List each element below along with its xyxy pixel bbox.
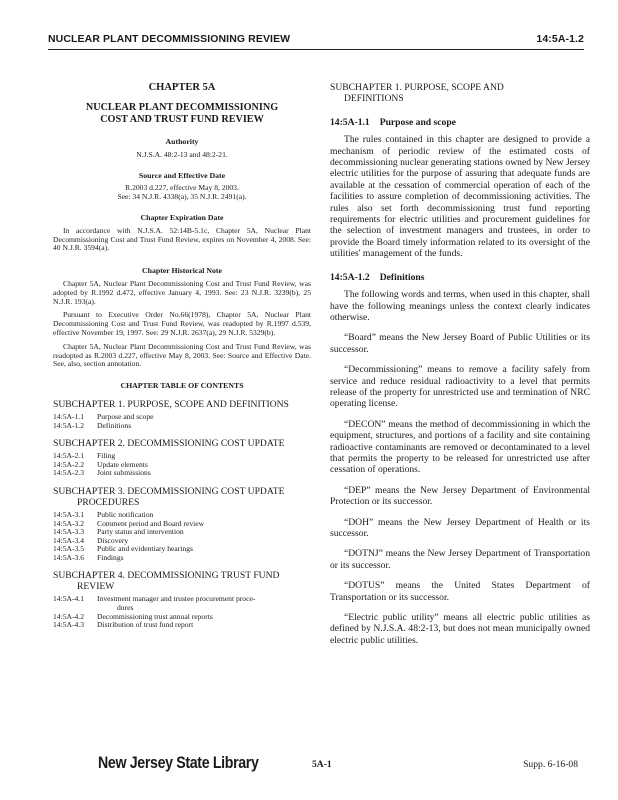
definition-paragraph: “DOTNJ” means the New Jersey Department of Transportation or its successor. bbox=[330, 548, 590, 571]
toc-entry[interactable] bbox=[53, 461, 311, 470]
supplement-date: Supp. 6-16-08 bbox=[523, 759, 578, 770]
toc-subchapter-title: SUBCHAPTER 4. DECOMMISSIONING TRUST FUND bbox=[53, 570, 280, 582]
subchapter-heading-line: SUBCHAPTER 1. PURPOSE, SCOPE AND bbox=[330, 82, 504, 93]
toc-entry[interactable] bbox=[53, 422, 311, 431]
toc-entry[interactable] bbox=[53, 452, 311, 461]
toc-entry-title bbox=[97, 621, 311, 630]
toc-entry-title-cont: dures bbox=[117, 603, 134, 613]
section-title: Purpose and scope bbox=[379, 116, 456, 128]
section-heading bbox=[330, 272, 590, 283]
toc-entry-title-text: Definitions bbox=[97, 420, 132, 430]
history-paragraph: Pursuant to Executive Order No.66(1978), Chapter 5A, Nuclear Plant Decommissioning Cost and Trust Fund Review, was readopted by R.1997 d.539, effective November 19, 1997. See: 29 N.J.R. 2637(a), 29 N.J.R. 5329(b). bbox=[53, 310, 311, 337]
toc-subchapter-title: SUBCHAPTER 2. DECOMMISSIONING COST UPDATE bbox=[53, 438, 285, 450]
authority-text: N.J.S.A. 48:2-13 and 48:2-21. bbox=[136, 149, 228, 159]
toc-entry-title-text: Distribution of trust fund report bbox=[97, 620, 194, 630]
toc-entry-number: 14:5A-3.3 bbox=[53, 527, 85, 537]
toc-entry[interactable] bbox=[53, 595, 311, 612]
toc-entry-number: 14:5A-4.3 bbox=[53, 620, 85, 630]
toc-entry-title-text: Discovery bbox=[97, 535, 129, 545]
toc-entry[interactable] bbox=[53, 554, 311, 563]
definition-paragraph: “DEP” means the New Jersey Department of Environmental Protection or its successor. bbox=[330, 484, 590, 508]
toc-entry-number: 14:5A-1.1 bbox=[53, 411, 85, 421]
toc-subchapter bbox=[53, 570, 311, 592]
toc-entry-title bbox=[97, 554, 311, 563]
toc-entry-title-text: Filing bbox=[97, 451, 116, 461]
history-paragraph: Chapter 5A, Nuclear Plant Decommissioning Cost and Trust Fund Review, was readopted as R.2003 d.227, effective May 8, 2003. See: Source and Effective Date. See, also, section annotation. bbox=[53, 341, 311, 369]
subchapter-heading bbox=[330, 82, 590, 105]
left-column bbox=[53, 82, 311, 630]
subchapter-heading-line: DEFINITIONS bbox=[344, 93, 404, 105]
toc-entry-number: 14:5A-2.3 bbox=[53, 468, 85, 478]
section-number: 14:5A-1.1 bbox=[330, 116, 370, 128]
toc-entry-title-text: Investment manager and trustee procurement proce- bbox=[97, 594, 256, 604]
source-line: R.2003 d.227, effective May 8, 2003. bbox=[125, 183, 239, 193]
section-paragraph: The rules contained in this chapter are designed to provide a mechanism of periodic review of the estimated costs of decommissioning nuclear generating stations owned by New Jersey electric utilities for the purpose of assuring that adequate funds are available at the cessation of commercial operation of each of the facilities to assure completion of decommissioning activities. The rules also set forth decommissioning trust fund reporting requirements for electric utilities and procurement guidelines for the selection of investment managers and trustees, in order to provide the Board timely information related to its oversight of the utilities' management of the funds. bbox=[330, 134, 590, 260]
right-column bbox=[330, 82, 590, 655]
definition-paragraph: “DOH” means the New Jersey Department of Health or its successor. bbox=[330, 516, 590, 539]
toc-entry-number: 14:5A-3.2 bbox=[53, 518, 85, 528]
toc-entry-title-text: Purpose and scope bbox=[97, 411, 154, 421]
toc-entry-title bbox=[97, 422, 311, 431]
chapter-title-line: NUCLEAR PLANT DECOMMISSIONING bbox=[85, 102, 279, 113]
toc-entry-number: 14:5A-3.4 bbox=[53, 535, 85, 545]
toc-entry-number: 14:5A-3.1 bbox=[53, 509, 85, 519]
toc-entry[interactable] bbox=[53, 413, 311, 422]
toc-entry-title bbox=[97, 469, 311, 478]
toc-subchapter-title: SUBCHAPTER 3. DECOMMISSIONING COST UPDATE bbox=[53, 485, 285, 497]
toc-entry-title-text: Party status and intervention bbox=[97, 527, 184, 537]
toc-entry-title bbox=[97, 595, 311, 612]
source-heading: Source and Effective Date bbox=[138, 170, 226, 180]
toc-entry-title bbox=[97, 545, 311, 554]
section-title: Definitions bbox=[379, 271, 425, 283]
section-heading bbox=[330, 117, 590, 128]
toc-entry-title-text: Joint submissions bbox=[97, 468, 151, 478]
chapter-title-line: COST AND TRUST FUND REVIEW bbox=[100, 114, 264, 125]
definition-paragraph: “Decommissioning” means to remove a facility safely from service and reduce residual radioactivity to a level that permits release of the property for unrestricted use and termination of NRC operating license. bbox=[330, 364, 590, 410]
expiration-text: In accordance with N.J.S.A. 52:14B-5.1c, Chapter 5A, Nuclear Plant Decommissioning Cost and Trust Fund Review, expires on November 4, 2008. See: 40 N.J.R. 3594(a). bbox=[53, 225, 311, 253]
history-heading: Chapter Historical Note bbox=[142, 266, 222, 276]
toc-entry-title-text: Public notification bbox=[97, 509, 154, 519]
toc-entry[interactable] bbox=[53, 528, 311, 537]
definition-paragraph: “Electric public utility” means all electric public utilities as defined by N.J.S.A. 48:2-13, but does not mean municipally owned electric public utilities. bbox=[330, 612, 590, 646]
definition-paragraph: “Board” means the New Jersey Board of Public Utilities or its successor. bbox=[330, 332, 590, 355]
section-number: 14:5A-1.2 bbox=[330, 271, 370, 283]
definition-paragraph: “DECON” means the method of decommissioning in which the equipment, structures, and portions of a facility and site containing radioactive contaminants are removed or decontaminated to a level that permits the property to be released for unrestricted use after cessation of operations. bbox=[330, 418, 590, 476]
toc-subchapter bbox=[53, 399, 311, 410]
toc-entry[interactable] bbox=[53, 621, 311, 630]
toc-subchapter bbox=[53, 438, 311, 449]
page-footer bbox=[0, 754, 618, 778]
toc-entry-number: 14:5A-2.1 bbox=[53, 451, 85, 461]
history-paragraph: Chapter 5A, Nuclear Plant Decommissioning Cost and Trust Fund Review, was adopted by R.1992 d.472, effective January 4, 1993. See: 23 N.J.R. 3239(b), 25 N.J.R. 193(a). bbox=[53, 278, 311, 306]
toc-entry-number: 14:5A-2.2 bbox=[53, 459, 85, 469]
toc-entry[interactable] bbox=[53, 545, 311, 554]
toc-entry-number: 14:5A-4.1 bbox=[53, 594, 85, 604]
toc-entry-number: 14:5A-3.5 bbox=[53, 544, 85, 554]
running-header-section: 14:5A-1.2 bbox=[536, 33, 584, 45]
toc-entry-title-text: Decommissioning trust annual reports bbox=[97, 611, 213, 621]
toc-entry-number: 14:5A-3.6 bbox=[53, 552, 85, 562]
toc-subchapter bbox=[53, 486, 311, 508]
toc-entry-number: 14:5A-4.2 bbox=[53, 611, 85, 621]
toc-heading: CHAPTER TABLE OF CONTENTS bbox=[120, 381, 244, 391]
toc-subchapter-title: SUBCHAPTER 1. PURPOSE, SCOPE AND DEFINITIONS bbox=[53, 398, 289, 410]
toc-entry-title-text: Findings bbox=[97, 552, 124, 562]
toc-entry-number: 14:5A-1.2 bbox=[53, 420, 85, 430]
definition-paragraph: “DOTUS” means the United States Department of Transportation or its successor. bbox=[330, 580, 590, 603]
chapter-title bbox=[53, 102, 311, 126]
toc-entry-title bbox=[97, 528, 311, 537]
table-of-contents bbox=[53, 399, 311, 630]
toc-entry-title-text: Update elements bbox=[97, 459, 148, 469]
toc-entry-title-text: Comment period and Board review bbox=[97, 518, 205, 528]
header-rule bbox=[48, 49, 584, 50]
library-stamp: New Jersey State Library bbox=[98, 754, 259, 772]
toc-entry[interactable] bbox=[53, 469, 311, 478]
running-header-title: NUCLEAR PLANT DECOMMISSIONING REVIEW bbox=[48, 33, 291, 45]
page-number: 5A-1 bbox=[312, 759, 332, 770]
toc-subchapter-title-cont: PROCEDURES bbox=[77, 496, 140, 508]
authority-heading: Authority bbox=[165, 137, 199, 146]
definition-paragraph: The following words and terms, when used in this chapter, shall have the following meanings unless the context clearly indicates otherwise. bbox=[330, 289, 590, 323]
expiration-heading: Chapter Expiration Date bbox=[140, 212, 224, 222]
source-line: See: 34 N.J.R. 4338(a), 35 N.J.R. 2491(a). bbox=[117, 192, 247, 202]
chapter-number: CHAPTER 5A bbox=[148, 82, 216, 93]
toc-entry-title-text: Public and evidentiary hearings bbox=[97, 544, 193, 554]
toc-subchapter-title-cont: REVIEW bbox=[77, 581, 115, 593]
